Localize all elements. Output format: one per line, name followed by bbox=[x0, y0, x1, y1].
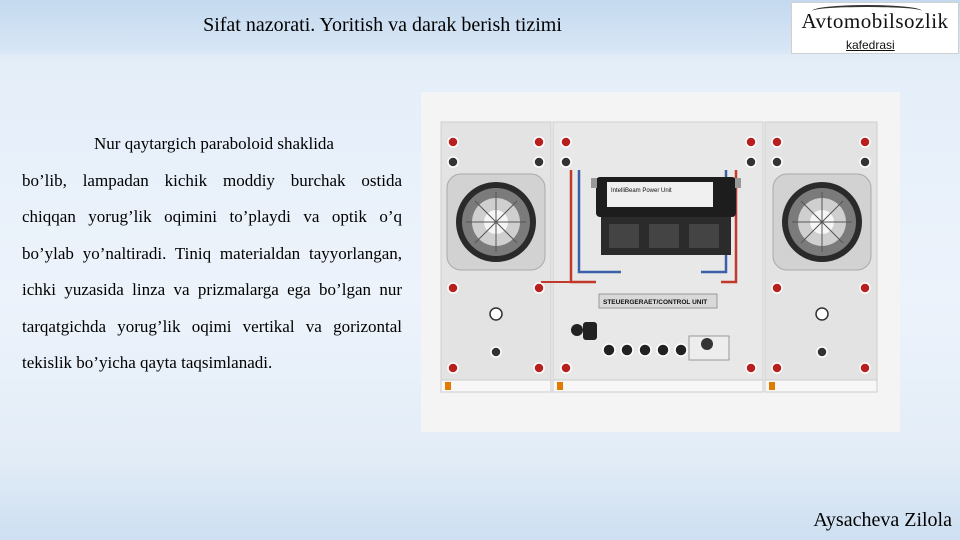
trainer-illustration bbox=[421, 92, 900, 432]
paragraph-rest: bo’lib, lampadan kichik moddiy burchak ostida chiqqan yorug’lik oqimini to’playdi va optik o’q bo’ylab yo’naltiradi. Tiniq materialdan tayyorlangan, ichki yuzasida linza va prizmalarga ega bo’lgan nur tarqatgichda yorug’lik oqimi vertikal va gorizontal tekislik bo’yicha qayta taqsimlanadi. bbox=[22, 170, 402, 372]
right-headlight bbox=[773, 174, 871, 270]
control-unit-label: STEUERGERAET/CONTROL UNIT bbox=[603, 299, 708, 306]
logo-wordmark: Avtomobilsozlik bbox=[801, 9, 949, 33]
headlight-trainer-photo bbox=[421, 92, 900, 432]
power-unit-label: IntelliBeam Power Unit bbox=[611, 188, 672, 194]
author-name: Aysacheva Zilola bbox=[813, 509, 952, 531]
paragraph-first-line: Nur qaytargich paraboloid shaklida bbox=[94, 134, 334, 153]
slide-title: Sifat nazorati. Yoritish va darak berish tizimi bbox=[203, 14, 562, 36]
logo-subtitle: kafedrasi bbox=[846, 38, 895, 52]
body-paragraph bbox=[22, 126, 402, 382]
power-unit-module bbox=[591, 177, 741, 255]
potentiometer-knob bbox=[689, 336, 729, 360]
left-headlight bbox=[447, 174, 545, 270]
